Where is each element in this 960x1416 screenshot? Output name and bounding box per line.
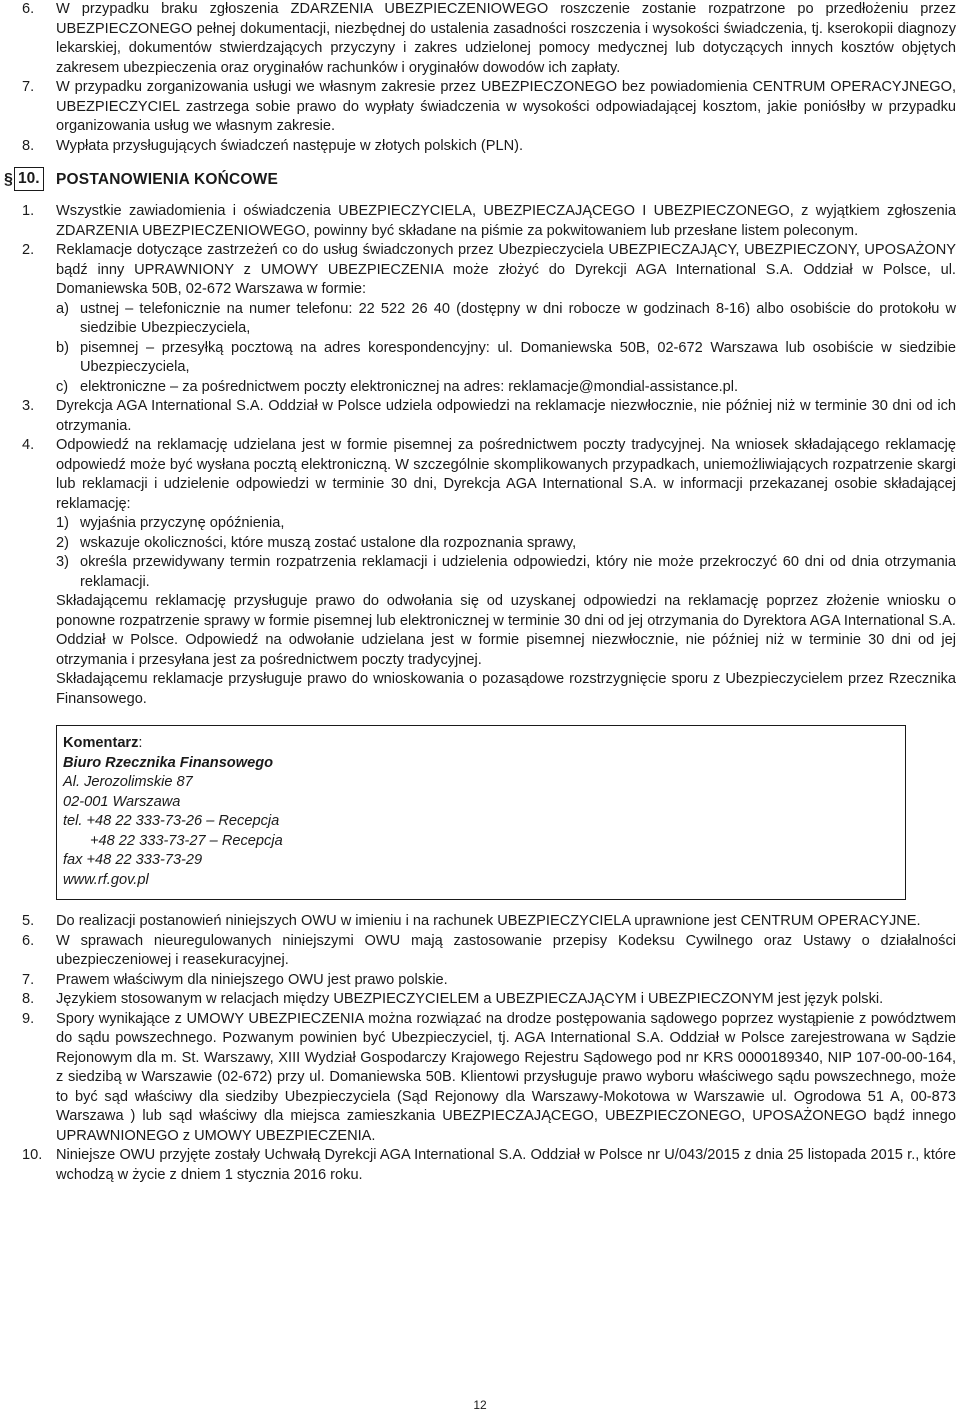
list-item xyxy=(0,0,960,78)
sub-item xyxy=(56,553,956,592)
comment-heading xyxy=(63,734,899,754)
sub-item-text: pisemnej – przesyłką pocztową na adres korespondencyjny: ul. Domaniewska 50B, 02-672 Warszawa lub osobiście w siedzibie Ubezpieczyciela, xyxy=(80,339,956,375)
page-number: 12 xyxy=(473,1398,487,1412)
sub-item xyxy=(56,339,956,378)
sub-item-label: c) xyxy=(56,378,69,395)
ombudsman-paragraph: Składającemu reklamacje przysługuje prawo do wnioskowania o pozasądowe rozstrzygnięcie sporu z Ubezpieczycielem przez Rzecznika Finansowego. xyxy=(56,671,956,707)
list-item xyxy=(0,1010,960,1147)
sub-item-label: 2) xyxy=(56,534,69,551)
item-number: 8. xyxy=(22,991,35,1007)
bottom-list xyxy=(0,912,960,1185)
appeal-paragraph: Składającemu reklamację przysługuje prawo do odwołania się od uzyskanej odpowiedzi na reklamację poprzez złożenie wniosku o ponowne rozpatrzenie sprawy w formie pisemnej lub elektronicznej w terminie 30 dni od jej otrzymania do Dyrektora AGA International S.A. Oddział w Polsce. Odpowiedź na odwołanie udzielana jest w formie pisemnej niezwłocznie, nie później niż w terminie 30 dni od jej otrzymania i przesyłana jest za pośrednictwem poczty tradycyjnej. xyxy=(56,593,956,668)
item-text: W przypadku zorganizowania usługi we własnym zakresie przez UBEZPIECZONEGO bez powiadomienia CENTRUM OPERACYJNEGO, UBEZPIECZYCIEL zastrzega sobie prawo do wypłaty świadczenia w wysokości odpowiadającej kosztom, jakie poniósłby w przypadku organizowania usług we własnym zakresie. xyxy=(56,79,956,134)
item-number: 1. xyxy=(22,203,35,219)
item-number: 10. xyxy=(22,1147,43,1163)
list-item xyxy=(0,397,960,436)
item-text: Językiem stosowanym w relacjach między UBEZPIECZYCIELEM a UBEZPIECZAJĄCYM i UBEZPIECZONYM jest język polski. xyxy=(56,991,884,1007)
list-item xyxy=(0,137,960,157)
sub-item xyxy=(56,300,956,339)
sub-item xyxy=(56,534,956,554)
office-phone-1: tel. +48 22 333-73-26 – Recepcja xyxy=(63,813,280,829)
comment-box xyxy=(56,725,906,900)
item-text: Do realizacji postanowień niniejszych OWU w imieniu i na rachunek UBEZPIECZYCIELA uprawnione jest CENTRUM OPERACYJNE. xyxy=(56,913,921,929)
sub-item-label: a) xyxy=(56,300,69,317)
item-number: 6. xyxy=(22,932,35,949)
sub-item-text: elektroniczne – za pośrednictwem poczty elektronicznej na adres: reklamacje@mondial-assistance.pl. xyxy=(80,378,739,395)
item-number: 7. xyxy=(22,971,35,988)
item-text: Odpowiedź na reklamację udzielana jest w formie pisemnej za pośrednictwem poczty tradycyjnej. Na wniosek składającego reklamację odpowiedź może być wysłana pocztą elektroniczną. W szczególnie skomplikowanych przypadkach, uniemożliwiających rozpatrzenie skargi lub reklamacji i udzielenie odpowiedzi w terminie 30 dni, Dyrekcja AGA International S.A. w informacji przekazanej osobie składającej reklamację: xyxy=(56,437,956,512)
sub-item xyxy=(56,514,956,534)
item-number: 4. xyxy=(22,437,35,453)
office-street: Al. Jerozolimskie 87 xyxy=(63,774,193,790)
list-item xyxy=(0,436,960,900)
office-city: 02-001 Warszawa xyxy=(63,793,181,810)
item-number: 3. xyxy=(22,398,35,414)
item-text: Wszystkie zawiadomienia i oświadczenia UBEZPIECZYCIELA, UBEZPIECZAJĄCEGO I UBEZPIECZONEGO, z wyjątkiem zgłoszenia ZDARZENIA UBEZPIECZENIOWEGO, powinny być składane na piśmie za pokwitowaniem lub przesłane listem poleconym. xyxy=(56,203,956,239)
item-number: 6. xyxy=(22,1,35,17)
top-list xyxy=(0,0,960,156)
sub-item-label: b) xyxy=(56,339,69,356)
office-fax: fax +48 22 333-73-29 xyxy=(63,852,203,868)
list-item xyxy=(0,1146,960,1185)
list-item xyxy=(0,78,960,137)
item-number: 2. xyxy=(22,242,35,258)
list-item xyxy=(0,971,960,991)
item-text: W przypadku braku zgłoszenia ZDARZENIA UBEZPIECZENIOWEGO roszczenie zostanie rozpatrzone po przedłożeniu przez UBEZPIECZONEGO pełnej dokumentacji, niezbędnej do ustalenia zasadności roszczenia i wysokości świadczenia, tj. kserokopii diagnozy lekarskiej, dokumentów stwierdzających przyczyny i zakres udzielonej pomocy medycznej lub dotyczących innych kosztów objętych zakresem ubezpieczenia oraz oryginałów rachunków i oryginałów dowodów ich zapłaty. xyxy=(56,1,956,76)
item-number: 7. xyxy=(22,79,35,95)
sub-item-text: wskazuje okoliczności, które muszą zostać ustalone dla rozpoznania sprawy, xyxy=(80,534,577,551)
sub-item-text: wyjaśnia przyczynę opóźnienia, xyxy=(80,515,285,531)
office-website: www.rf.gov.pl xyxy=(63,871,149,888)
list-item xyxy=(0,202,960,241)
item-text: Dyrekcja AGA International S.A. Oddział w Polsce udziela odpowiedzi na reklamacje niezwłocznie, nie później niż w terminie 30 dni od ich otrzymania. xyxy=(56,398,956,434)
item-text: Niniejsze OWU przyjęte zostały Uchwałą Dyrekcji AGA International S.A. Oddział w Polsce nr U/043/2015 z dnia 25 listopada 2015 r., które wchodzą w życie z dniem 1 stycznia 2016 roku. xyxy=(56,1147,956,1183)
item-number: 9. xyxy=(22,1010,35,1027)
paragraph-symbol: § xyxy=(4,171,13,188)
item-text: Prawem właściwym dla niniejszego OWU jest prawo polskie. xyxy=(56,971,448,988)
sub-item-text: ustnej – telefonicznie na numer telefonu: 22 522 26 40 (dostępny w dni robocze w godzinach 8-16) albo osobiście do protokołu w siedzibie Ubezpieczyciela, xyxy=(80,300,956,336)
item-text: Wypłata przysługujących świadczeń następuje w złotych polskich (PLN). xyxy=(56,137,524,154)
item-text: Spory wynikające z UMOWY UBEZPIECZENIA można rozwiązać na drodze postępowania sądowego poprzez wystąpienie z powództwem do sądu powszechnego. Pozwanym powinien być Ubezpieczyciel, tj. AGA International S.A. Oddział w Polsce zarejestrowana w Sądzie Rejonowym dla m. St. Warszawy, XIII Wydział Gospodarczy Krajowego Rejestru Sądowego pod nr KRS 0000189340, NIP 107-00-00-164, z siedzibą w Warszawie (02-672) przy ul. Domaniewska 50B. Klientowi przysługuje prawo wyboru właściwego sądu powszechnego, może to być sąd właściwy dla siedziby Ubezpieczyciela (Sąd Rejonowy dla Warszawy-Mokotowa w Warszawie ul. Ogrodowa 51 A, 00-873 Warszawa ) lub sąd właściwy dla miejsca zamieszkania UBEZPIECZAJĄCEGO, UBEZPIECZONEGO, UPOSAŻONEGO bądź innego UPRAWNIONEGO z UMOWY UBEZPIECZENIA. xyxy=(56,1010,956,1144)
section-title: POSTANOWIENIA KOŃCOWE xyxy=(56,171,279,188)
section-number: 10. xyxy=(14,167,44,191)
list-item xyxy=(0,932,960,971)
office-phone-2: +48 22 333-73-27 – Recepcja xyxy=(90,832,283,849)
list-item xyxy=(0,990,960,1010)
list-item xyxy=(0,241,960,397)
sub-item xyxy=(56,378,956,398)
item-number: 5. xyxy=(22,913,35,929)
item-number: 8. xyxy=(22,137,35,154)
sub-item-text: określa przewidywany termin rozpatrzenia reklamacji i udzielenia odpowiedzi, który nie może przekroczyć 60 dni od dnia otrzymania reklamacji. xyxy=(80,554,956,590)
comment-colon: : xyxy=(138,735,143,751)
item-text: Reklamacje dotyczące zastrzeżeń co do usług świadczonych przez Ubezpieczyciela UBEZPIECZAJĄCY, UBEZPIECZONY, UPOSAŻONY bądź inny UPRAWNIONY z UMOWY UBEZPIECZENIA może złożyć do Dyrekcji AGA International S.A. Oddział w Polsce, ul. Domaniewska 50B, 02-672 Warszawa w formie: xyxy=(56,242,956,297)
comment-label: Komentarz xyxy=(63,735,139,751)
ombudsman-office-name: Biuro Rzecznika Finansowego xyxy=(63,754,274,771)
sub-item-label: 3) xyxy=(56,554,69,570)
sub-item-label: 1) xyxy=(56,515,69,531)
section-heading xyxy=(0,166,960,196)
list-item xyxy=(0,912,960,932)
item-text: W sprawach nieuregulowanych niniejszymi OWU mają zastosowanie przepisy Kodeksu Cywilnego oraz Ustawy o działalności ubezpieczeniowej i reasekuracyjnej. xyxy=(56,932,956,968)
